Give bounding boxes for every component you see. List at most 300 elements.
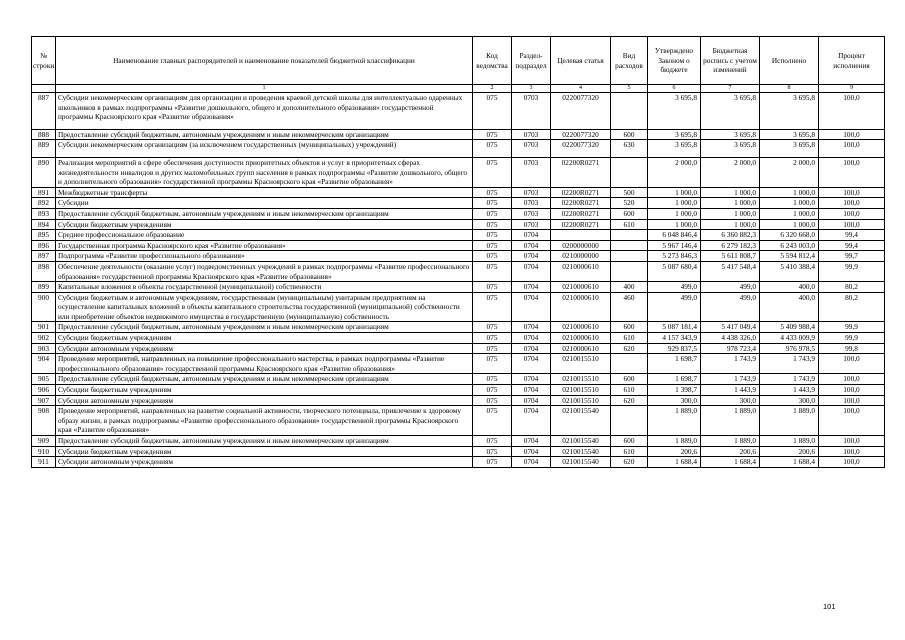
header-expense-type: Вид расходов bbox=[611, 37, 648, 85]
section-code: 0703 bbox=[512, 140, 551, 158]
budget-list-amount: 1 000,0 bbox=[701, 208, 760, 219]
percent: 100,0 bbox=[819, 219, 885, 230]
dept-code: 075 bbox=[473, 208, 512, 219]
approved-amount: 1 698,7 bbox=[648, 374, 701, 385]
executed-amount: 1 743,9 bbox=[760, 354, 819, 374]
row-number: 891 bbox=[32, 187, 56, 198]
row-name: Государственная программа Красноярского края «Развитие образования» bbox=[56, 240, 473, 251]
section-code: 0703 bbox=[512, 208, 551, 219]
approved-amount: 1 000,0 bbox=[648, 198, 701, 209]
target-article: 0220077320 bbox=[551, 93, 611, 130]
budget-list-amount: 300,0 bbox=[701, 395, 760, 406]
approved-amount: 1 889,0 bbox=[648, 406, 701, 436]
header-row-number: № строки bbox=[32, 37, 56, 85]
executed-amount: 5 410 388,4 bbox=[760, 261, 819, 281]
row-number: 901 bbox=[32, 322, 56, 333]
row-number: 903 bbox=[32, 343, 56, 354]
row-name: Предоставление субсидий бюджетным, автономным учреждениям и иным некоммерческим организациям bbox=[56, 208, 473, 219]
expense-type bbox=[611, 93, 648, 130]
row-name: Проведение мероприятий, направленных на развитие социальной активности, творческого потенциала, привлечение к здоровому образу жизни, в рамках подпрограммы «Развитие профессионального образования» государственной программы Красноярского края «Развитие образования» bbox=[56, 406, 473, 436]
table-row bbox=[32, 333, 885, 344]
row-number: 908 bbox=[32, 406, 56, 436]
dept-code: 075 bbox=[473, 219, 512, 230]
target-article: 0210000610 bbox=[551, 282, 611, 293]
table-row bbox=[32, 282, 885, 293]
executed-amount: 1 889,0 bbox=[760, 436, 819, 447]
target-article: 0210015540 bbox=[551, 446, 611, 457]
approved-amount: 929 837,5 bbox=[648, 343, 701, 354]
section-code: 0704 bbox=[512, 395, 551, 406]
budget-table-sheet bbox=[31, 36, 885, 468]
row-name: Субсидии бюджетным учреждениям bbox=[56, 446, 473, 457]
table-row bbox=[32, 230, 885, 241]
column-number: 5 bbox=[611, 85, 648, 93]
expense-type: 620 bbox=[611, 343, 648, 354]
approved-amount: 3 695,8 bbox=[648, 140, 701, 158]
expense-type: 460 bbox=[611, 292, 648, 322]
row-name: Предоставление субсидий бюджетным, автономным учреждениям и иным некоммерческим организациям bbox=[56, 374, 473, 385]
section-code: 0704 bbox=[512, 251, 551, 262]
executed-amount: 1 000,0 bbox=[760, 198, 819, 209]
row-name: Субсидии автономным учреждениям bbox=[56, 395, 473, 406]
table-row bbox=[32, 322, 885, 333]
dept-code: 075 bbox=[473, 282, 512, 293]
expense-type: 610 bbox=[611, 219, 648, 230]
executed-amount: 3 695,8 bbox=[760, 129, 819, 140]
expense-type: 520 bbox=[611, 198, 648, 209]
header-name: Наименование главных распорядителей и наименование показателей бюджетной классификации bbox=[56, 37, 473, 85]
row-number: 911 bbox=[32, 457, 56, 468]
row-name: Предоставление субсидий бюджетным, автономным учреждениям и иным некоммерческим организациям bbox=[56, 436, 473, 447]
percent: 100,0 bbox=[819, 395, 885, 406]
row-number: 895 bbox=[32, 230, 56, 241]
target-article: 0210015510 bbox=[551, 385, 611, 396]
target-article: 02200R0271 bbox=[551, 198, 611, 209]
row-number: 909 bbox=[32, 436, 56, 447]
row-name: Среднее профессиональное образование bbox=[56, 230, 473, 241]
executed-amount: 300,0 bbox=[760, 395, 819, 406]
header-budget-list: Бюджетная роспись с учетом изменений bbox=[701, 37, 760, 85]
row-number: 906 bbox=[32, 385, 56, 396]
target-article: 0220077320 bbox=[551, 140, 611, 158]
row-number: 897 bbox=[32, 251, 56, 262]
budget-list-amount: 1 743,9 bbox=[701, 354, 760, 374]
approved-amount: 499,0 bbox=[648, 282, 701, 293]
row-name: Субсидии bbox=[56, 198, 473, 209]
column-number: 8 bbox=[760, 85, 819, 93]
table-row bbox=[32, 251, 885, 262]
row-number: 890 bbox=[32, 157, 56, 187]
expense-type bbox=[611, 157, 648, 187]
column-number: 1 bbox=[56, 85, 473, 93]
budget-list-amount: 1 889,0 bbox=[701, 406, 760, 436]
expense-type: 610 bbox=[611, 446, 648, 457]
executed-amount: 1 688,4 bbox=[760, 457, 819, 468]
section-code: 0704 bbox=[512, 292, 551, 322]
column-number: 3 bbox=[512, 85, 551, 93]
table-row bbox=[32, 198, 885, 209]
approved-amount: 5 273 846,3 bbox=[648, 251, 701, 262]
table-row bbox=[32, 240, 885, 251]
row-name: Подпрограмма «Развитие профессионального образования» bbox=[56, 251, 473, 262]
row-number: 905 bbox=[32, 374, 56, 385]
expense-type bbox=[611, 406, 648, 436]
percent: 100,0 bbox=[819, 446, 885, 457]
executed-amount: 4 433 009,9 bbox=[760, 333, 819, 344]
budget-list-amount: 6 279 182,3 bbox=[701, 240, 760, 251]
percent: 99,9 bbox=[819, 333, 885, 344]
header-dept-code: Код ведомства bbox=[473, 37, 512, 85]
dept-code: 075 bbox=[473, 187, 512, 198]
budget-list-amount: 1 743,9 bbox=[701, 374, 760, 385]
budget-list-amount: 499,0 bbox=[701, 292, 760, 322]
table-row bbox=[32, 219, 885, 230]
percent: 100,0 bbox=[819, 374, 885, 385]
table-row bbox=[32, 446, 885, 457]
budget-list-amount: 5 611 808,7 bbox=[701, 251, 760, 262]
approved-amount: 1 000,0 bbox=[648, 187, 701, 198]
executed-amount: 1 000,0 bbox=[760, 219, 819, 230]
approved-amount: 1 000,0 bbox=[648, 219, 701, 230]
header-section: Раздел-подраздел bbox=[512, 37, 551, 85]
table-row bbox=[32, 187, 885, 198]
budget-list-amount: 3 695,8 bbox=[701, 140, 760, 158]
approved-amount: 6 048 846,4 bbox=[648, 230, 701, 241]
table-row bbox=[32, 208, 885, 219]
section-code: 0704 bbox=[512, 374, 551, 385]
budget-list-amount: 200,6 bbox=[701, 446, 760, 457]
section-code: 0704 bbox=[512, 406, 551, 436]
executed-amount: 400,0 bbox=[760, 282, 819, 293]
expense-type bbox=[611, 251, 648, 262]
header-target-article: Целевая статья bbox=[551, 37, 611, 85]
row-number: 904 bbox=[32, 354, 56, 374]
row-name: Обеспечение деятельности (оказание услуг) подведомственных учреждений в рамках подпрограммы «Развитие профессионального образования» государственной программы Красноярского края «Развитие образования» bbox=[56, 261, 473, 281]
table-row bbox=[32, 354, 885, 374]
table-body bbox=[32, 93, 885, 468]
executed-amount: 976 978,5 bbox=[760, 343, 819, 354]
section-code: 0704 bbox=[512, 333, 551, 344]
dept-code: 075 bbox=[473, 261, 512, 281]
section-code: 0704 bbox=[512, 261, 551, 281]
executed-amount: 3 695,8 bbox=[760, 140, 819, 158]
approved-amount: 2 000,0 bbox=[648, 157, 701, 187]
row-name: Реализация мероприятий в сфере обеспечения доступности приоритетных объектов и услуг в приоритетных сферах жизнедеятельности инвалидов и других маломобильных групп населения в рамках подпрограммы «Развитие дошкольного, общего и дополнительного образования» государственной программы Красноярского края «Развитие образования» bbox=[56, 157, 473, 187]
dept-code: 075 bbox=[473, 343, 512, 354]
executed-amount: 1 743,9 bbox=[760, 374, 819, 385]
dept-code: 075 bbox=[473, 230, 512, 241]
dept-code: 075 bbox=[473, 385, 512, 396]
expense-type: 600 bbox=[611, 436, 648, 447]
expense-type: 600 bbox=[611, 374, 648, 385]
section-code: 0704 bbox=[512, 385, 551, 396]
approved-amount: 1 000,0 bbox=[648, 208, 701, 219]
row-number: 887 bbox=[32, 93, 56, 130]
percent: 100,0 bbox=[819, 140, 885, 158]
target-article: 0210015540 bbox=[551, 436, 611, 447]
table-row bbox=[32, 343, 885, 354]
target-article: 0210015540 bbox=[551, 406, 611, 436]
target-article: 0210000610 bbox=[551, 292, 611, 322]
target-article: 02200R0271 bbox=[551, 208, 611, 219]
section-code: 0703 bbox=[512, 93, 551, 130]
percent: 100,0 bbox=[819, 187, 885, 198]
executed-amount: 400,0 bbox=[760, 292, 819, 322]
budget-list-amount: 5 417 049,4 bbox=[701, 322, 760, 333]
budget-list-amount: 6 360 882,3 bbox=[701, 230, 760, 241]
percent: 100,0 bbox=[819, 406, 885, 436]
row-number: 889 bbox=[32, 140, 56, 158]
row-number: 896 bbox=[32, 240, 56, 251]
row-number: 898 bbox=[32, 261, 56, 281]
dept-code: 075 bbox=[473, 333, 512, 344]
section-code: 0704 bbox=[512, 343, 551, 354]
header-percent: Процент исполнения bbox=[819, 37, 885, 85]
row-name: Проведение мероприятий, направленных на повышение профессионального мастерства, в рамках подпрограммы «Развитие профессионального образования» государственной программы Красноярского края «Развитие образования» bbox=[56, 354, 473, 374]
section-code: 0703 bbox=[512, 187, 551, 198]
dept-code: 075 bbox=[473, 251, 512, 262]
percent: 100,0 bbox=[819, 157, 885, 187]
row-name: Капитальные вложения в объекты государственной (муниципальной) собственности bbox=[56, 282, 473, 293]
row-number: 899 bbox=[32, 282, 56, 293]
target-article bbox=[551, 230, 611, 241]
table-row bbox=[32, 140, 885, 158]
approved-amount: 300,0 bbox=[648, 395, 701, 406]
row-number: 893 bbox=[32, 208, 56, 219]
target-article: 0210000000 bbox=[551, 251, 611, 262]
expense-type bbox=[611, 261, 648, 281]
table-row bbox=[32, 93, 885, 130]
target-article: 02200R0271 bbox=[551, 219, 611, 230]
row-name: Субсидии бюджетным учреждениям bbox=[56, 333, 473, 344]
dept-code: 075 bbox=[473, 322, 512, 333]
budget-list-amount: 1 000,0 bbox=[701, 219, 760, 230]
section-code: 0703 bbox=[512, 129, 551, 140]
page-number: 101 bbox=[823, 602, 836, 611]
approved-amount: 1 398,7 bbox=[648, 385, 701, 396]
dept-code: 075 bbox=[473, 446, 512, 457]
target-article: 0210015510 bbox=[551, 374, 611, 385]
executed-amount: 6 243 003,0 bbox=[760, 240, 819, 251]
budget-list-amount: 1 000,0 bbox=[701, 187, 760, 198]
column-number: 7 bbox=[701, 85, 760, 93]
table-row bbox=[32, 292, 885, 322]
budget-list-amount: 1 688,4 bbox=[701, 457, 760, 468]
dept-code: 075 bbox=[473, 406, 512, 436]
table-row bbox=[32, 261, 885, 281]
percent: 99,9 bbox=[819, 261, 885, 281]
section-code: 0704 bbox=[512, 322, 551, 333]
approved-amount: 4 157 343,9 bbox=[648, 333, 701, 344]
target-article: 0210000610 bbox=[551, 261, 611, 281]
percent: 100,0 bbox=[819, 354, 885, 374]
table-row bbox=[32, 385, 885, 396]
table-row bbox=[32, 374, 885, 385]
executed-amount: 2 000,0 bbox=[760, 157, 819, 187]
budget-list-amount: 1 000,0 bbox=[701, 198, 760, 209]
dept-code: 075 bbox=[473, 436, 512, 447]
section-code: 0704 bbox=[512, 436, 551, 447]
expense-type bbox=[611, 240, 648, 251]
approved-amount: 5 967 146,4 bbox=[648, 240, 701, 251]
percent: 100,0 bbox=[819, 93, 885, 130]
row-number: 910 bbox=[32, 446, 56, 457]
expense-type: 630 bbox=[611, 140, 648, 158]
row-name: Субсидии бюджетным учреждениям bbox=[56, 385, 473, 396]
dept-code: 075 bbox=[473, 354, 512, 374]
executed-amount: 1 000,0 bbox=[760, 187, 819, 198]
dept-code: 075 bbox=[473, 140, 512, 158]
dept-code: 075 bbox=[473, 240, 512, 251]
dept-code: 075 bbox=[473, 374, 512, 385]
target-article: 02200R0271 bbox=[551, 187, 611, 198]
column-number: 2 bbox=[473, 85, 512, 93]
table-row bbox=[32, 406, 885, 436]
row-name: Субсидии некоммерческим организациям (за исключением государственных (муниципальных) учреждений) bbox=[56, 140, 473, 158]
target-article: 0200000000 bbox=[551, 240, 611, 251]
executed-amount: 6 320 668,0 bbox=[760, 230, 819, 241]
expense-type: 620 bbox=[611, 457, 648, 468]
budget-list-amount: 978 723,4 bbox=[701, 343, 760, 354]
table-row bbox=[32, 129, 885, 140]
budget-list-amount: 4 438 326,0 bbox=[701, 333, 760, 344]
executed-amount: 1 000,0 bbox=[760, 208, 819, 219]
target-article: 0210015510 bbox=[551, 354, 611, 374]
approved-amount: 200,6 bbox=[648, 446, 701, 457]
percent: 100,0 bbox=[819, 198, 885, 209]
dept-code: 075 bbox=[473, 198, 512, 209]
section-code: 0704 bbox=[512, 230, 551, 241]
target-article: 0210015540 bbox=[551, 457, 611, 468]
approved-amount: 1 698,7 bbox=[648, 354, 701, 374]
table-row bbox=[32, 157, 885, 187]
column-number bbox=[32, 85, 56, 93]
percent: 100,0 bbox=[819, 436, 885, 447]
row-name: Предоставление субсидий бюджетным, автономным учреждениям и иным некоммерческим организациям bbox=[56, 129, 473, 140]
table-header bbox=[32, 37, 885, 93]
section-code: 0704 bbox=[512, 457, 551, 468]
percent: 100,0 bbox=[819, 457, 885, 468]
approved-amount: 5 087 680,4 bbox=[648, 261, 701, 281]
dept-code: 075 bbox=[473, 395, 512, 406]
dept-code: 075 bbox=[473, 457, 512, 468]
section-code: 0703 bbox=[512, 157, 551, 187]
expense-type: 600 bbox=[611, 129, 648, 140]
column-number: 6 bbox=[648, 85, 701, 93]
target-article: 0210000610 bbox=[551, 343, 611, 354]
row-number: 888 bbox=[32, 129, 56, 140]
expense-type: 400 bbox=[611, 282, 648, 293]
percent: 99,4 bbox=[819, 240, 885, 251]
approved-amount: 5 087 181,4 bbox=[648, 322, 701, 333]
row-name: Субсидии некоммерческим организациям для организации и проведения краевой детской школы для интеллектуально одаренных школьников в рамках подпрограммы «Развитие дошкольного, общего и дополнительного образования» государственной программы Красноярского края «Развитие образования» bbox=[56, 93, 473, 130]
expense-type: 600 bbox=[611, 208, 648, 219]
section-code: 0704 bbox=[512, 354, 551, 374]
target-article: 0210000610 bbox=[551, 322, 611, 333]
executed-amount: 5 409 988,4 bbox=[760, 322, 819, 333]
budget-list-amount: 2 000,0 bbox=[701, 157, 760, 187]
approved-amount: 499,0 bbox=[648, 292, 701, 322]
budget-list-amount: 499,0 bbox=[701, 282, 760, 293]
dept-code: 075 bbox=[473, 129, 512, 140]
percent: 80,2 bbox=[819, 292, 885, 322]
row-number: 894 bbox=[32, 219, 56, 230]
header-executed: Исполнено bbox=[760, 37, 819, 85]
row-number: 900 bbox=[32, 292, 56, 322]
percent: 100,0 bbox=[819, 129, 885, 140]
table-row bbox=[32, 395, 885, 406]
row-number: 902 bbox=[32, 333, 56, 344]
executed-amount: 3 695,8 bbox=[760, 93, 819, 130]
executed-amount: 200,6 bbox=[760, 446, 819, 457]
dept-code: 075 bbox=[473, 292, 512, 322]
column-number: 4 bbox=[551, 85, 611, 93]
executed-amount: 1 889,0 bbox=[760, 406, 819, 436]
percent: 99,9 bbox=[819, 322, 885, 333]
row-name: Субсидии бюджетным и автономным учреждениям, государственным (муниципальным) унитарным предприятиям на осуществление капитальных вложений в объекты капитального строительства государственной (муниципальной) собственности или приобретение объектов недвижимого имущества в государственную (муниципальную) собственность bbox=[56, 292, 473, 322]
row-name: Субсидии бюджетным учреждениям bbox=[56, 219, 473, 230]
target-article: 0210000610 bbox=[551, 333, 611, 344]
budget-list-amount: 5 417 548,4 bbox=[701, 261, 760, 281]
dept-code: 075 bbox=[473, 93, 512, 130]
budget-list-amount: 1 443,9 bbox=[701, 385, 760, 396]
percent: 99,8 bbox=[819, 343, 885, 354]
budget-table bbox=[31, 36, 885, 468]
budget-list-amount: 3 695,8 bbox=[701, 129, 760, 140]
column-number: 9 bbox=[819, 85, 885, 93]
section-code: 0704 bbox=[512, 446, 551, 457]
section-code: 0704 bbox=[512, 240, 551, 251]
budget-list-amount: 3 695,8 bbox=[701, 93, 760, 130]
row-name: Предоставление субсидий бюджетным, автономным учреждениям и иным некоммерческим организациям bbox=[56, 322, 473, 333]
approved-amount: 3 695,8 bbox=[648, 93, 701, 130]
executed-amount: 5 594 812,4 bbox=[760, 251, 819, 262]
expense-type: 620 bbox=[611, 395, 648, 406]
percent: 99,7 bbox=[819, 251, 885, 262]
section-code: 0704 bbox=[512, 282, 551, 293]
percent: 99,4 bbox=[819, 230, 885, 241]
budget-list-amount: 1 889,0 bbox=[701, 436, 760, 447]
section-code: 0703 bbox=[512, 198, 551, 209]
target-article: 0220077320 bbox=[551, 129, 611, 140]
percent: 100,0 bbox=[819, 385, 885, 396]
expense-type: 600 bbox=[611, 322, 648, 333]
expense-type bbox=[611, 354, 648, 374]
target-article: 02200R0271 bbox=[551, 157, 611, 187]
header-approved: Утверждено Законом о бюджете bbox=[648, 37, 701, 85]
section-code: 0703 bbox=[512, 219, 551, 230]
approved-amount: 1 688,4 bbox=[648, 457, 701, 468]
dept-code: 075 bbox=[473, 157, 512, 187]
row-name: Межбюджетные трансферты bbox=[56, 187, 473, 198]
executed-amount: 1 443,9 bbox=[760, 385, 819, 396]
expense-type: 610 bbox=[611, 385, 648, 396]
expense-type bbox=[611, 230, 648, 241]
row-number: 892 bbox=[32, 198, 56, 209]
expense-type: 610 bbox=[611, 333, 648, 344]
row-number: 907 bbox=[32, 395, 56, 406]
row-name: Субсидии автономным учреждениям bbox=[56, 457, 473, 468]
percent: 80,2 bbox=[819, 282, 885, 293]
expense-type: 500 bbox=[611, 187, 648, 198]
percent: 100,0 bbox=[819, 208, 885, 219]
column-number-row bbox=[32, 85, 885, 93]
approved-amount: 1 889,0 bbox=[648, 436, 701, 447]
approved-amount: 3 695,8 bbox=[648, 129, 701, 140]
row-name: Субсидии автономным учреждениям bbox=[56, 343, 473, 354]
target-article: 0210015510 bbox=[551, 395, 611, 406]
table-row bbox=[32, 457, 885, 468]
